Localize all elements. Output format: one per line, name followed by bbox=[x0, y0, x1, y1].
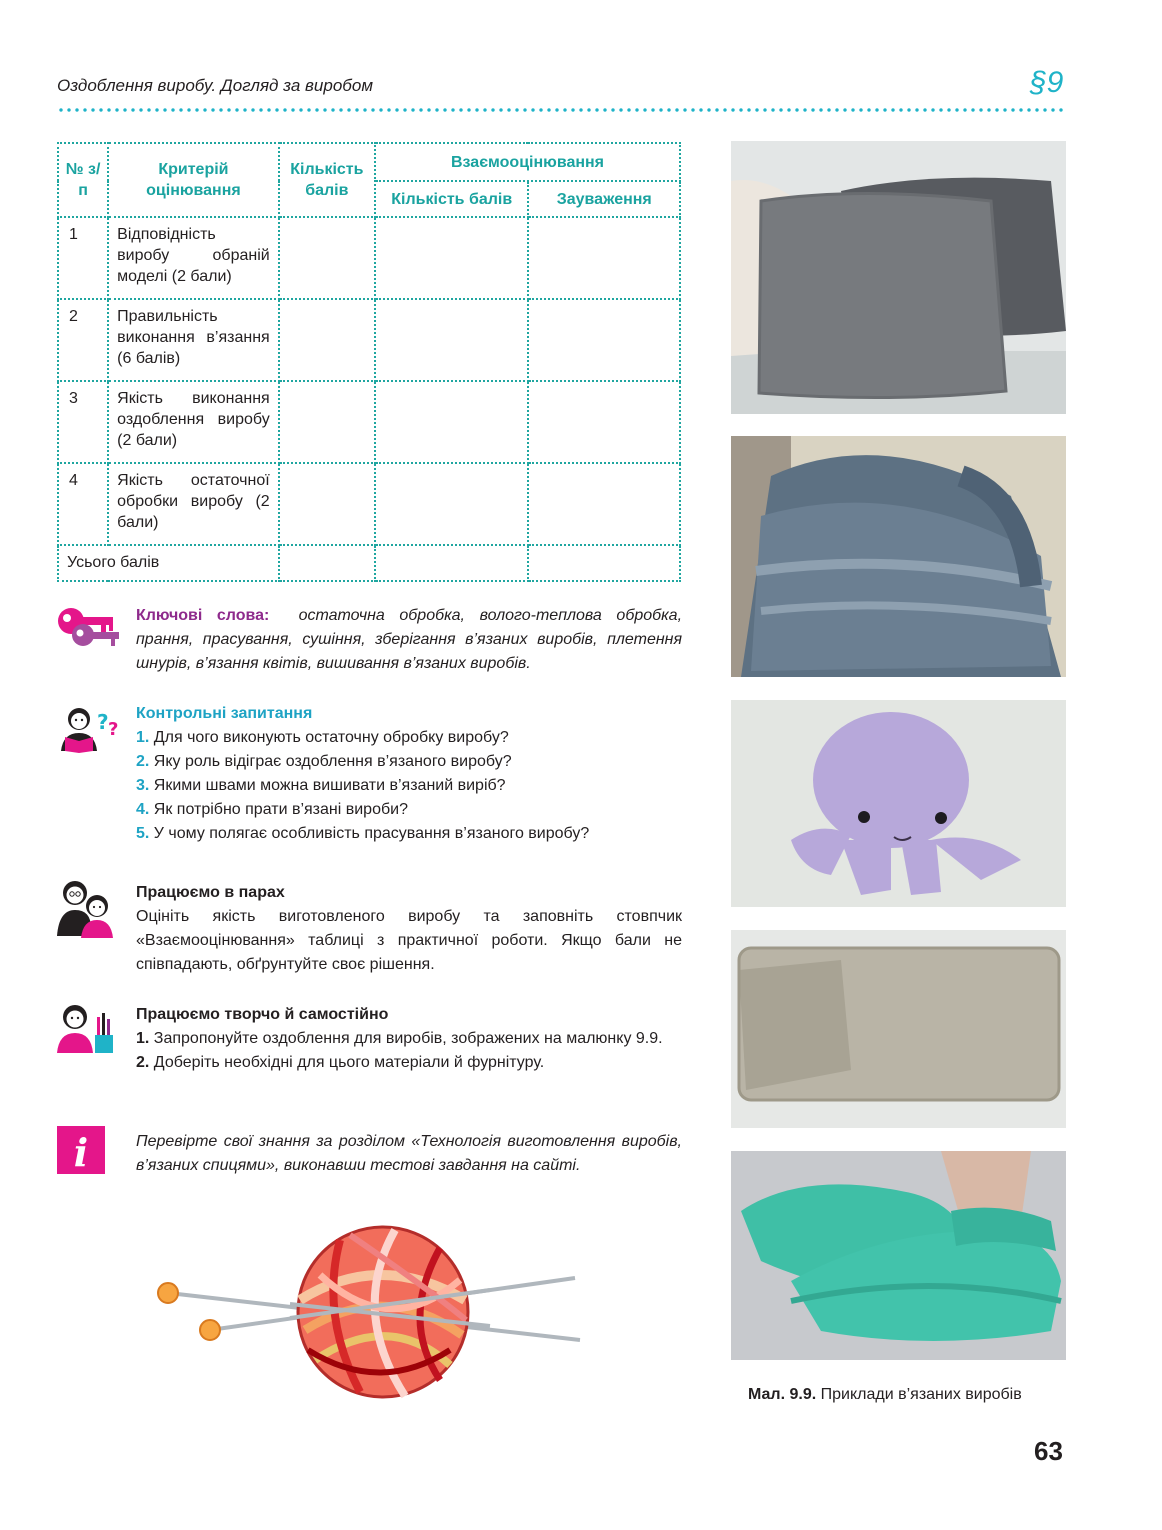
svg-text:?: ? bbox=[108, 719, 119, 740]
pairs-title: Працюємо в парах bbox=[136, 884, 285, 901]
svg-text:i: i bbox=[73, 1130, 89, 1174]
creative-title: Працюємо творчо й самостійно bbox=[136, 1006, 389, 1023]
page-header-title: Оздоблення виробу. Догляд за виробом bbox=[57, 76, 373, 95]
row-num: 1 bbox=[58, 217, 108, 299]
total-points-cell bbox=[279, 545, 375, 581]
photo-knitted-octopus bbox=[731, 700, 1066, 907]
svg-text:?: ? bbox=[97, 710, 109, 734]
row-peer-points-cell bbox=[375, 381, 528, 463]
header-peer-notes: Зауваження bbox=[528, 181, 680, 217]
keywords-section bbox=[136, 604, 682, 676]
row-peer-points-cell bbox=[375, 463, 528, 545]
total-notes-cell bbox=[528, 545, 680, 581]
row-num: 3 bbox=[58, 381, 108, 463]
reading-person-icon bbox=[55, 705, 123, 758]
paragraph-number: §9 bbox=[1030, 66, 1064, 99]
control-questions-title: Контрольні запитання bbox=[136, 705, 313, 722]
row-criterion: Відповідність виробу обраній моделі (2 бали) bbox=[108, 217, 279, 299]
photo-knitted-phone-case bbox=[731, 930, 1066, 1128]
table-row bbox=[58, 381, 680, 463]
creative-person-icon bbox=[55, 1003, 119, 1060]
keywords-label: Ключові слова: bbox=[136, 607, 270, 624]
header-points: Кількість балів bbox=[279, 143, 375, 217]
photo-knitted-slippers bbox=[731, 1151, 1066, 1360]
header-num: № з/п bbox=[58, 143, 108, 217]
yarn-ball-illustration bbox=[150, 1220, 590, 1425]
table-row bbox=[58, 299, 680, 381]
info-icon bbox=[57, 1126, 105, 1179]
row-points-cell bbox=[279, 463, 375, 545]
pairs-section bbox=[136, 881, 682, 977]
row-peer-points-cell bbox=[375, 299, 528, 381]
figure-caption-label: Мал. 9.9. bbox=[748, 1386, 817, 1403]
row-notes-cell bbox=[528, 463, 680, 545]
figure-caption-text: Приклади в’язаних виробів bbox=[820, 1386, 1022, 1403]
control-questions-section bbox=[136, 702, 682, 846]
table-total-row bbox=[58, 545, 680, 581]
evaluation-table bbox=[57, 142, 681, 582]
pairs-text: Оцініть якість виготовленого виробу та заповніть стовпчик «Взаємооцінювання» таблиці з практичної роботи. Якщо бали не співпадають, обґрунтуйте своє рішення. bbox=[136, 908, 682, 973]
photo-knitted-pillows bbox=[731, 141, 1066, 414]
row-notes-cell bbox=[528, 217, 680, 299]
page-number: 63 bbox=[1034, 1436, 1063, 1466]
list-item: 5. У чому полягає особливість прасування в’язаного виробу? bbox=[136, 825, 590, 842]
total-peer-points-cell bbox=[375, 545, 528, 581]
header-peer-points: Кількість балів bbox=[375, 181, 528, 217]
list-item: 2. Яку роль відіграє оздоблення в’язаного виробу? bbox=[136, 753, 512, 770]
list-item: 4. Як потрібно прати в’язані вироби? bbox=[136, 801, 408, 818]
row-criterion: Правильність виконання в’язання (6 балів) bbox=[108, 299, 279, 381]
creative-section bbox=[136, 1003, 682, 1075]
header-criterion: Критерій оцінювання bbox=[108, 143, 279, 217]
row-notes-cell bbox=[528, 299, 680, 381]
list-item: 3. Якими швами можна вишивати в’язаний виріб? bbox=[136, 777, 506, 794]
row-points-cell bbox=[279, 217, 375, 299]
list-item: 1. Для чого виконують остаточну обробку виробу? bbox=[136, 729, 509, 746]
row-num: 2 bbox=[58, 299, 108, 381]
header-peer-evaluation: Взаємооцінювання bbox=[375, 143, 680, 181]
header-divider bbox=[57, 108, 1067, 112]
keywords-text: остаточна обробка, волого-теплова обробка, прання, прасування, сушіння, зберігання в’язаних виробів, плетення шнурів, в’язання квітів, вишивання в’язаних виробів. bbox=[136, 607, 683, 672]
info-section bbox=[136, 1130, 682, 1178]
row-num: 4 bbox=[58, 463, 108, 545]
row-criterion: Якість виконання оздоблення виробу (2 бали) bbox=[108, 381, 279, 463]
table-row bbox=[58, 463, 680, 545]
row-points-cell bbox=[279, 299, 375, 381]
info-text: Перевірте свої знання за розділом «Технологія виготовлення виробів, в’язаних спицями», виконавши тестові завдання на сайті. bbox=[136, 1133, 682, 1174]
table-row bbox=[58, 217, 680, 299]
list-item: 2. Доберіть необхідні для цього матеріали й фурнітуру. bbox=[136, 1054, 545, 1071]
figure-caption bbox=[748, 1386, 1022, 1404]
row-peer-points-cell bbox=[375, 217, 528, 299]
row-points-cell bbox=[279, 381, 375, 463]
list-item: 1. Запропонуйте оздоблення для виробів, зображених на малюнку 9.9. bbox=[136, 1030, 663, 1047]
total-label: Усього балів bbox=[58, 545, 279, 581]
two-people-icon bbox=[55, 878, 117, 943]
keys-icon bbox=[55, 605, 123, 656]
photo-knitted-bag bbox=[731, 436, 1066, 677]
row-notes-cell bbox=[528, 381, 680, 463]
row-criterion: Якість остаточної обробки виробу (2 бали) bbox=[108, 463, 279, 545]
